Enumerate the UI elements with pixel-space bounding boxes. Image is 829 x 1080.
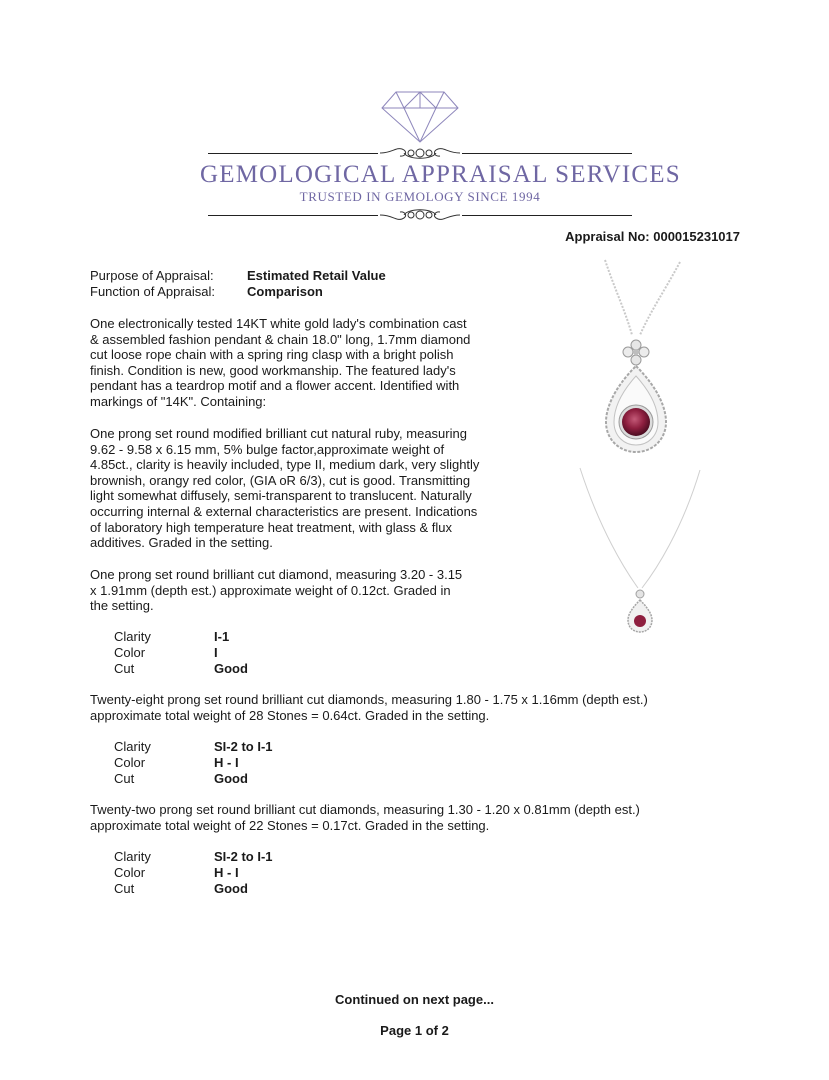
ruby-description: [90, 426, 510, 551]
header-rule-bottom: [462, 215, 632, 216]
diamond-line: Twenty-two prong set round brilliant cut diamonds, measuring 1.30 - 1.20 x 0.81mm (depth est.): [90, 802, 640, 817]
diamond-line: approximate total weight of 28 Stones = 0.64ct. Graded in the setting.: [90, 707, 490, 723]
spec-label: Cut: [114, 661, 135, 676]
necklace-full-photo: [570, 460, 710, 650]
spec-label: Clarity: [114, 849, 151, 864]
spec-value: I-1: [214, 629, 230, 644]
ruby-line: additives. Graded in the setting.: [90, 535, 273, 551]
purpose-block: [90, 268, 490, 302]
spec-value: SI-2 to I-1: [214, 739, 273, 754]
spec-label: Clarity: [114, 629, 151, 644]
item-description: [90, 316, 510, 410]
spec-label: Clarity: [114, 739, 151, 754]
spec-label: Color: [114, 645, 146, 660]
purpose-label: Purpose of Appraisal:: [90, 268, 214, 283]
ruby-line: of laboratory high temperature heat treatment, with glass & flux: [90, 519, 453, 535]
description-line: One electronically tested 14KT white gold lady's combination cast: [90, 316, 467, 331]
diamond-accent-specs: [114, 849, 414, 899]
spec-value: I: [214, 645, 218, 660]
function-label: Function of Appraisal:: [90, 284, 216, 299]
spec-value: SI-2 to I-1: [214, 849, 273, 864]
description-line: finish. Condition is new, good workmanship. The featured lady's: [90, 362, 456, 378]
appraisal-number: Appraisal No: 000015231017: [565, 229, 740, 244]
header-rule-bottom: [208, 215, 378, 216]
scroll-ornament-icon: [378, 143, 462, 163]
ruby-line: 9.62 - 9.58 x 6.15 mm, 5% bulge factor,approximate weight of: [90, 441, 445, 457]
ruby-line: One prong set round modified brilliant cut natural ruby, measuring: [90, 426, 467, 441]
company-name: GEMOLOGICAL APPRAISAL SERVICES: [200, 161, 681, 188]
diamond-center-specs: [114, 629, 414, 679]
spec-value: H - I: [214, 865, 239, 880]
function-value: Comparison: [247, 284, 323, 299]
purpose-value: Estimated Retail Value: [247, 268, 386, 283]
description-line: pendant has a teardrop motif and a flower accent. Identified with: [90, 378, 460, 394]
diamond-halo-specs: [114, 739, 414, 789]
continued-note: Continued on next page...: [335, 992, 494, 1007]
ruby-line: occurring internal & external characteristics are present. Indications: [90, 503, 478, 519]
diamond-line: One prong set round brilliant cut diamond, measuring 3.20 - 3.15: [90, 567, 463, 582]
spec-label: Cut: [114, 881, 135, 896]
spec-label: Color: [114, 865, 146, 880]
spec-value: Good: [214, 771, 248, 786]
diamond-accent-description: [90, 802, 730, 833]
diamond-icon: [380, 90, 460, 144]
spec-value: H - I: [214, 755, 239, 770]
header-rule-top: [208, 153, 378, 154]
diamond-center-description: [90, 567, 510, 614]
company-logo: [200, 85, 681, 225]
ruby-line: light somewhat diffusely, semi-transparent to translucent. Naturally: [90, 488, 472, 504]
header-rule-top: [462, 153, 632, 154]
spec-label: Color: [114, 755, 146, 770]
ruby-line: 4.85ct., clarity is heavily included, type II, medium dark, very slightly: [90, 457, 480, 473]
diamond-halo-description: [90, 692, 730, 723]
spec-value: Good: [214, 881, 248, 896]
scroll-ornament-icon: [378, 205, 462, 225]
description-line: cut loose rope chain with a spring ring clasp with a bright polish: [90, 347, 454, 363]
spec-label: Cut: [114, 771, 135, 786]
description-line: markings of "14K". Containing:: [90, 393, 267, 409]
description-line: & assembled fashion pendant & chain 18.0" long, 1.7mm diamond: [90, 331, 471, 347]
page-number: Page 1 of 2: [380, 1023, 449, 1038]
diamond-line: x 1.91mm (depth est.) approximate weight of 0.12ct. Graded in: [90, 582, 451, 598]
ruby-line: brownish, orangy red color, (GIA oR 6/3), cut is good. Transmitting: [90, 472, 471, 488]
company-tagline: TRUSTED IN GEMOLOGY SINCE 1994: [299, 189, 541, 204]
diamond-line: the setting.: [90, 598, 154, 614]
spec-value: Good: [214, 661, 248, 676]
diamond-line: Twenty-eight prong set round brilliant cut diamonds, measuring 1.80 - 1.75 x 1.16mm (depth est.): [90, 692, 648, 707]
diamond-line: approximate total weight of 22 Stones = 0.17ct. Graded in the setting.: [90, 817, 490, 833]
pendant-closeup-photo: [570, 250, 700, 465]
